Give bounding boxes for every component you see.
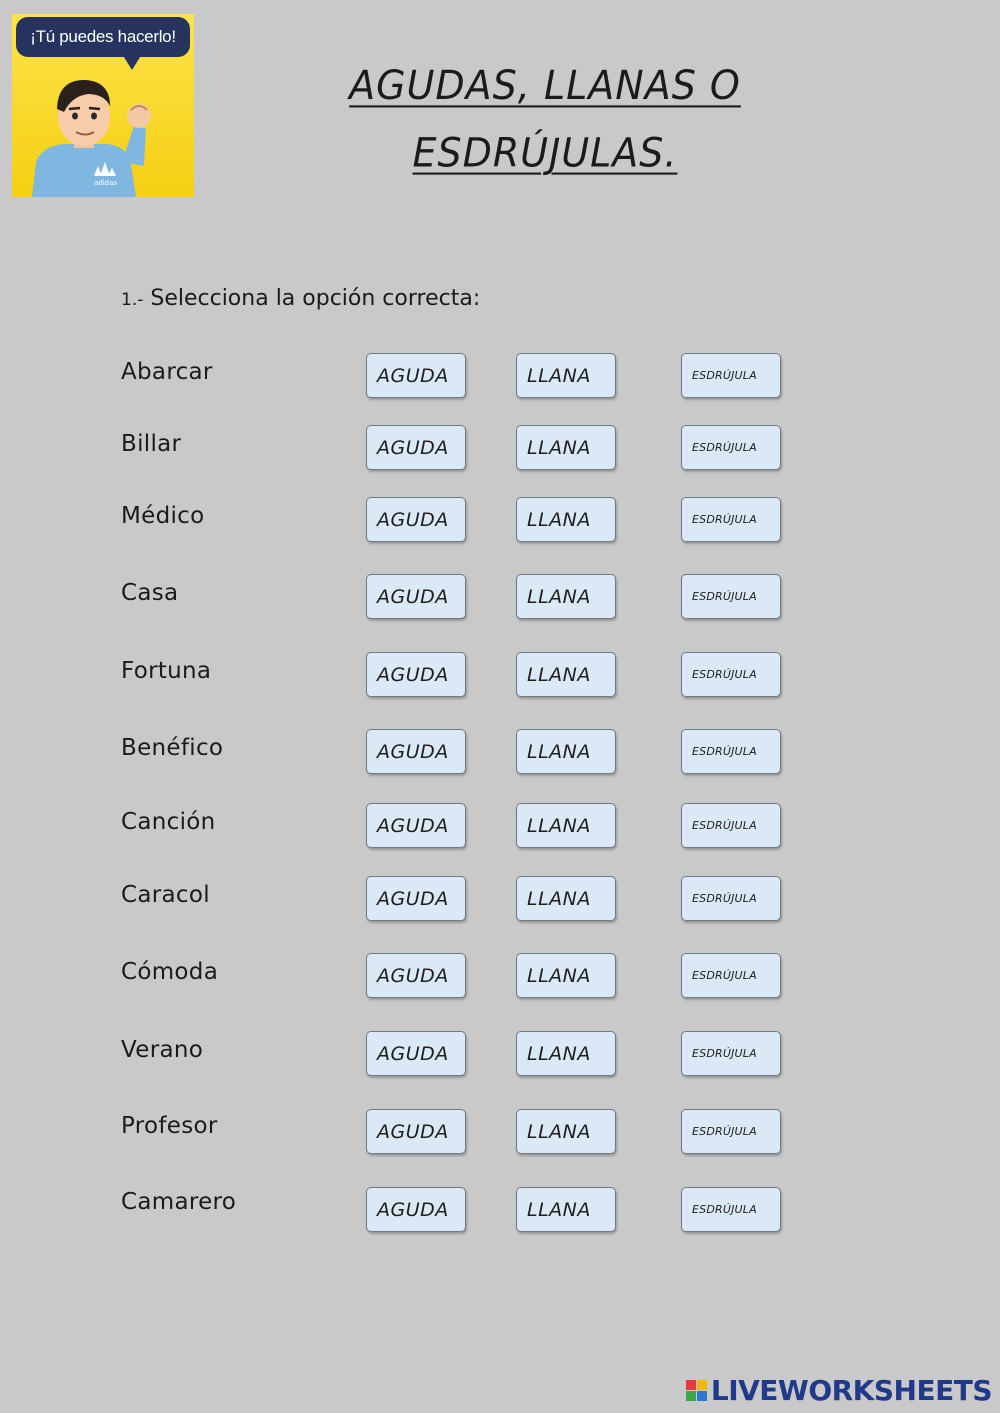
llana-button[interactable]: LLANA <box>516 803 616 848</box>
word-label: Casa <box>121 580 179 606</box>
aguda-button[interactable]: AGUDA <box>366 803 466 848</box>
llana-button[interactable]: LLANA <box>516 1031 616 1076</box>
aguda-button[interactable]: AGUDA <box>366 1187 466 1232</box>
word-label: Canción <box>121 809 216 835</box>
aguda-button[interactable]: AGUDA <box>366 1031 466 1076</box>
word-row <box>0 953 1000 1003</box>
esdrujula-button[interactable]: ESDRÚJULA <box>681 1031 781 1076</box>
word-row <box>0 876 1000 926</box>
word-row <box>0 652 1000 702</box>
word-label: Benéfico <box>121 735 224 761</box>
aguda-button[interactable]: AGUDA <box>366 729 466 774</box>
word-row <box>0 1031 1000 1081</box>
word-label: Cómoda <box>121 959 219 985</box>
word-row <box>0 1109 1000 1159</box>
aguda-button[interactable]: AGUDA <box>366 574 466 619</box>
esdrujula-button[interactable]: ESDRÚJULA <box>681 652 781 697</box>
llana-button[interactable]: LLANA <box>516 953 616 998</box>
llana-button[interactable]: LLANA <box>516 574 616 619</box>
llana-button[interactable]: LLANA <box>516 353 616 398</box>
instruction-number: 1.- <box>121 290 144 310</box>
llana-button[interactable]: LLANA <box>516 652 616 697</box>
logo-badge <box>12 14 194 197</box>
word-row <box>0 729 1000 779</box>
aguda-button[interactable]: AGUDA <box>366 953 466 998</box>
esdrujula-button[interactable]: ESDRÚJULA <box>681 353 781 398</box>
esdrujula-button[interactable]: ESDRÚJULA <box>681 497 781 542</box>
word-label: Profesor <box>121 1113 218 1139</box>
llana-button[interactable]: LLANA <box>516 876 616 921</box>
word-row <box>0 803 1000 853</box>
aguda-button[interactable]: AGUDA <box>366 652 466 697</box>
esdrujula-button[interactable]: ESDRÚJULA <box>681 876 781 921</box>
aguda-button[interactable]: AGUDA <box>366 1109 466 1154</box>
word-row <box>0 353 1000 403</box>
instruction <box>121 286 480 311</box>
llana-button[interactable]: LLANA <box>516 425 616 470</box>
instruction-text: Selecciona la opción correcta: <box>150 286 481 311</box>
aguda-button[interactable]: AGUDA <box>366 425 466 470</box>
word-label: Abarcar <box>121 359 213 385</box>
esdrujula-button[interactable]: ESDRÚJULA <box>681 1187 781 1232</box>
word-row <box>0 497 1000 547</box>
esdrujula-button[interactable]: ESDRÚJULA <box>681 425 781 470</box>
liveworksheets-mark-icon <box>686 1380 707 1401</box>
esdrujula-button[interactable]: ESDRÚJULA <box>681 729 781 774</box>
speech-bubble-text: ¡Tú puedes hacerlo! <box>30 27 176 46</box>
aguda-button[interactable]: AGUDA <box>366 497 466 542</box>
word-row <box>0 1187 1000 1237</box>
shirt-brand-text: adidas <box>94 179 118 187</box>
llana-button[interactable]: LLANA <box>516 1109 616 1154</box>
llana-button[interactable]: LLANA <box>516 1187 616 1232</box>
word-label: Médico <box>121 503 205 529</box>
word-row <box>0 574 1000 624</box>
esdrujula-button[interactable]: ESDRÚJULA <box>681 1109 781 1154</box>
esdrujula-button[interactable]: ESDRÚJULA <box>681 574 781 619</box>
word-label: Camarero <box>121 1189 237 1215</box>
avatar-icon <box>12 54 194 197</box>
esdrujula-button[interactable]: ESDRÚJULA <box>681 953 781 998</box>
word-row <box>0 425 1000 475</box>
llana-button[interactable]: LLANA <box>516 497 616 542</box>
word-label: Billar <box>121 431 182 457</box>
word-label: Caracol <box>121 882 210 908</box>
speech-bubble <box>16 17 190 57</box>
llana-button[interactable]: LLANA <box>516 729 616 774</box>
title-line-1: AGUDAS, LLANAS O <box>349 62 741 109</box>
word-label: Verano <box>121 1037 204 1063</box>
title-line-2: ESDRÚJULAS. <box>412 129 678 176</box>
liveworksheets-logo <box>686 1374 992 1407</box>
esdrujula-button[interactable]: ESDRÚJULA <box>681 803 781 848</box>
word-label: Fortuna <box>121 658 212 684</box>
aguda-button[interactable]: AGUDA <box>366 876 466 921</box>
brand-name: LIVEWORKSHEETS <box>710 1374 992 1407</box>
aguda-button[interactable]: AGUDA <box>366 353 466 398</box>
page-title <box>300 52 790 186</box>
